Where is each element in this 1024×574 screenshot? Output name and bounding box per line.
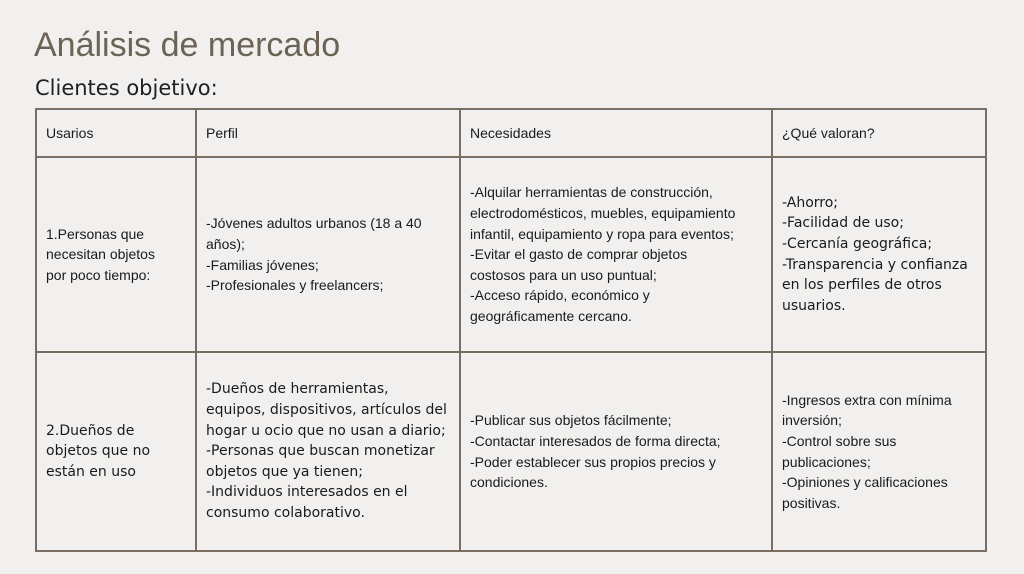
cell-line: necesitan objetos [46,246,155,263]
cell-line: -Dueños de herramientas, [206,381,389,398]
cell-line: -Control sobre sus [782,432,897,449]
cell-line: años); [206,235,245,252]
cell-line: infantil, equipamiento y ropa para eventos; [470,225,734,242]
cell-line: -Profesionales y freelancers; [206,277,384,294]
cell-line: -Opiniones y calificaciones [782,474,948,491]
cell-line: geográficamente cercano. [470,307,632,324]
cell-line: en los perfiles de otros [782,277,942,294]
cell-line: -Transparencia y confianza [782,256,968,273]
cell-line: -Individuos interesados en el [206,484,408,501]
cell-necesidades [460,157,772,352]
cell-line: positivas. [782,494,841,511]
cell-line: objetos que no [46,443,151,460]
cell-line: hogar u ocio que no usan a diario; [206,422,446,439]
cell-perfil [196,352,460,551]
cell-line: 1.Personas que [46,225,145,242]
page-title: Análisis de mercado [34,26,341,64]
table-header-row [36,109,986,157]
header-perfil: Perfil [196,109,460,157]
cell-line: -Publicar sus objetos fácilmente; [470,412,672,429]
cell-valoran [772,352,986,551]
cell-line: -Alquilar herramientas de construcción, [470,184,713,201]
cell-line: -Jóvenes adultos urbanos (18 a 40 [206,215,422,232]
target-clients-table [35,108,987,552]
cell-usuarios [36,157,196,352]
cell-line: electrodomésticos, muebles, equipamiento [470,205,736,222]
cell-necesidades [460,352,772,551]
cell-line: objetos que ya tienen; [206,463,363,480]
cell-line: -Ahorro; [782,194,838,211]
cell-line: equipos, dispositivos, artículos del [206,402,447,419]
header-necesidades: Necesidades [460,109,772,157]
cell-line: -Facilidad de uso; [782,215,904,232]
cell-line: están en uso [46,463,136,480]
table-row [36,157,986,352]
cell-line: -Cercanía geográfica; [782,235,933,252]
cell-perfil [196,157,460,352]
cell-line: inversión; [782,412,842,429]
header-usuarios: Usarios [36,109,196,157]
cell-line: -Ingresos extra con mínima [782,391,952,408]
cell-line: -Personas que buscan monetizar [206,443,435,460]
cell-line: condiciones. [470,474,548,491]
cell-line: -Contactar interesados de forma directa; [470,432,721,449]
cell-line: por poco tiempo: [46,266,151,283]
cell-line: -Poder establecer sus propios precios y [470,453,716,470]
cell-line: 2.Dueños de [46,422,135,439]
cell-line: -Familias jóvenes; [206,256,319,273]
table-row [36,352,986,551]
cell-line: -Evitar el gasto de comprar objetos [470,246,688,263]
cell-line: publicaciones; [782,453,871,470]
cell-usuarios [36,352,196,551]
cell-line: costosos para un uso puntual; [470,266,657,283]
page-subtitle: Clientes objetivo: [35,76,218,100]
header-valoran: ¿Qué valoran? [772,109,986,157]
cell-line: consumo colaborativo. [206,504,365,521]
cell-line: usuarios. [782,297,846,314]
cell-line: -Acceso rápido, económico y [470,287,650,304]
cell-valoran [772,157,986,352]
